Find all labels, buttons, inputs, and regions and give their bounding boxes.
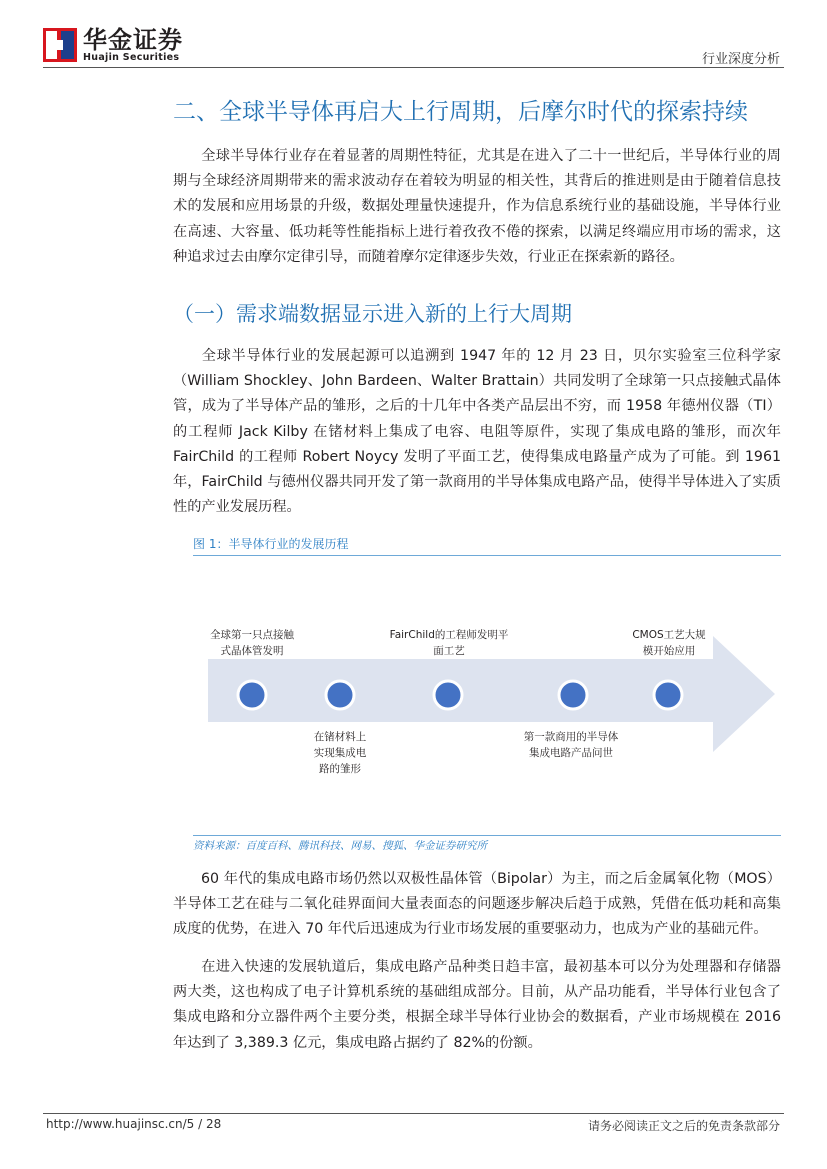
timeline-dot-2 — [326, 681, 354, 709]
footer-divider — [43, 1113, 784, 1114]
paragraph-4 — [173, 955, 781, 1056]
subsection-heading: （一）需求端数据显示进入新的上行大周期 — [173, 302, 572, 326]
timeline-label-4: 第一款商用的半导体集成电路产品问世 — [523, 731, 619, 759]
timeline-label-5: CMOS工艺大规模开始应用 — [632, 629, 706, 657]
header-divider — [43, 67, 784, 68]
logo-name-cn: 华金证券 — [83, 26, 183, 54]
paragraph-2-text: 全球半导体行业的发展起源可以追溯到 1947 年的 12 月 23 日，贝尔实验室三位科学家（William Shockley、John Bardeen、Walter Brattain）共同发明了全球第一只点接触式晶体管，成为了半导体产品的雏形，之后的十几年中各类产品层出不穷，而 1958 年德州仪器（TI）的工程师 Jack Kilby 在锗材料上集成了电容、电阻等原件，实现了集成电路的雏形，而次年 FairChild 的工程师 Robert Noycy 发明了平面工艺，使得集成电路量产成为了可能。到 1961 年，FairChild 与德州仪器共同开发了第一款商用的半导体集成电路产品，使得半导体进入了实质性的产业发展历程。 — [173, 348, 781, 516]
timeline-dot-4 — [559, 681, 587, 709]
timeline-label-2: 在锗材料上实现集成电路的雏形 — [313, 731, 367, 775]
timeline-label-1: 全球第一只点接触式晶体管发明 — [210, 629, 294, 657]
paragraph-3 — [173, 867, 781, 943]
paragraph-4-text: 在进入快速的发展轨道后，集成电路产品种类日趋丰富，最初基本可以分为处理器和存储器两大类，这也构成了电子计算机系统的基础组成部分。目前，从产品功能看，半导体行业包含了集成电路和分立器件两个主要分类，根据全球半导体行业协会的数据看，产业市场规模在 2016 年达到了 3,389.3 亿元，集成电路占据约了 82%的份额。 — [173, 959, 781, 1051]
paragraph-1 — [173, 144, 781, 270]
section-heading: 二、全球半导体再启大上行周期，后摩尔时代的探索持续 — [173, 99, 748, 125]
footer-disclaimer: 请务必阅读正文之后的免责条款部分 — [587, 1119, 780, 1133]
timeline-dot-3 — [434, 681, 462, 709]
paragraph-3-text: 60 年代的集成电路市场仍然以双极性晶体管（Bipolar）为主，而之后金属氧化物（MOS）半导体工艺在硅与二氧化硅界面间大量表面态的问题逐步解决后趋于成熟，凭借在低功耗和高集成度的优势，在进入 70 年代后迅速成为行业市场发展的重要驱动力，也成为产业的基础元件。 — [173, 871, 781, 938]
timeline-dot-1 — [238, 681, 266, 709]
figure-bottom-rule — [193, 835, 781, 836]
paragraph-2 — [173, 344, 781, 520]
logo-mark-icon — [43, 28, 77, 62]
company-logo — [43, 27, 183, 63]
figure-source: 资料来源：百度百科、腾讯科技、网易、搜狐、华金证券研究所 — [193, 840, 487, 852]
paragraph-1-text: 全球半导体行业存在着显著的周期性特征，尤其是在进入了二十一世纪后，半导体行业的周期与全球经济周期带来的需求波动存在着较为明显的相关性，其背后的推进则是由于随着信息技术的发展和应用场景的升级，数据处理量快速提升，作为信息系统行业的基础设施，半导体行业在高速、大容量、低功耗等性能指标上进行着孜孜不倦的探索，以满足终端应用市场的需求，这种追求过去由摩尔定律引导，而随着摩尔定律逐步失效，行业正在探索新的路径。 — [173, 148, 781, 265]
timeline-diagram — [193, 556, 781, 834]
footer-url-page: http://www.huajinsc.cn/5 / 28 — [46, 1117, 222, 1131]
timeline-label-3: FairChild的工程师发明平面工艺 — [389, 629, 509, 657]
report-type: 行业深度分析 — [701, 52, 780, 67]
figure-title: 图 1：半导体行业的发展历程 — [193, 537, 349, 551]
timeline-dot-5 — [654, 681, 682, 709]
logo-name-en: Huajin Securities — [83, 52, 180, 63]
